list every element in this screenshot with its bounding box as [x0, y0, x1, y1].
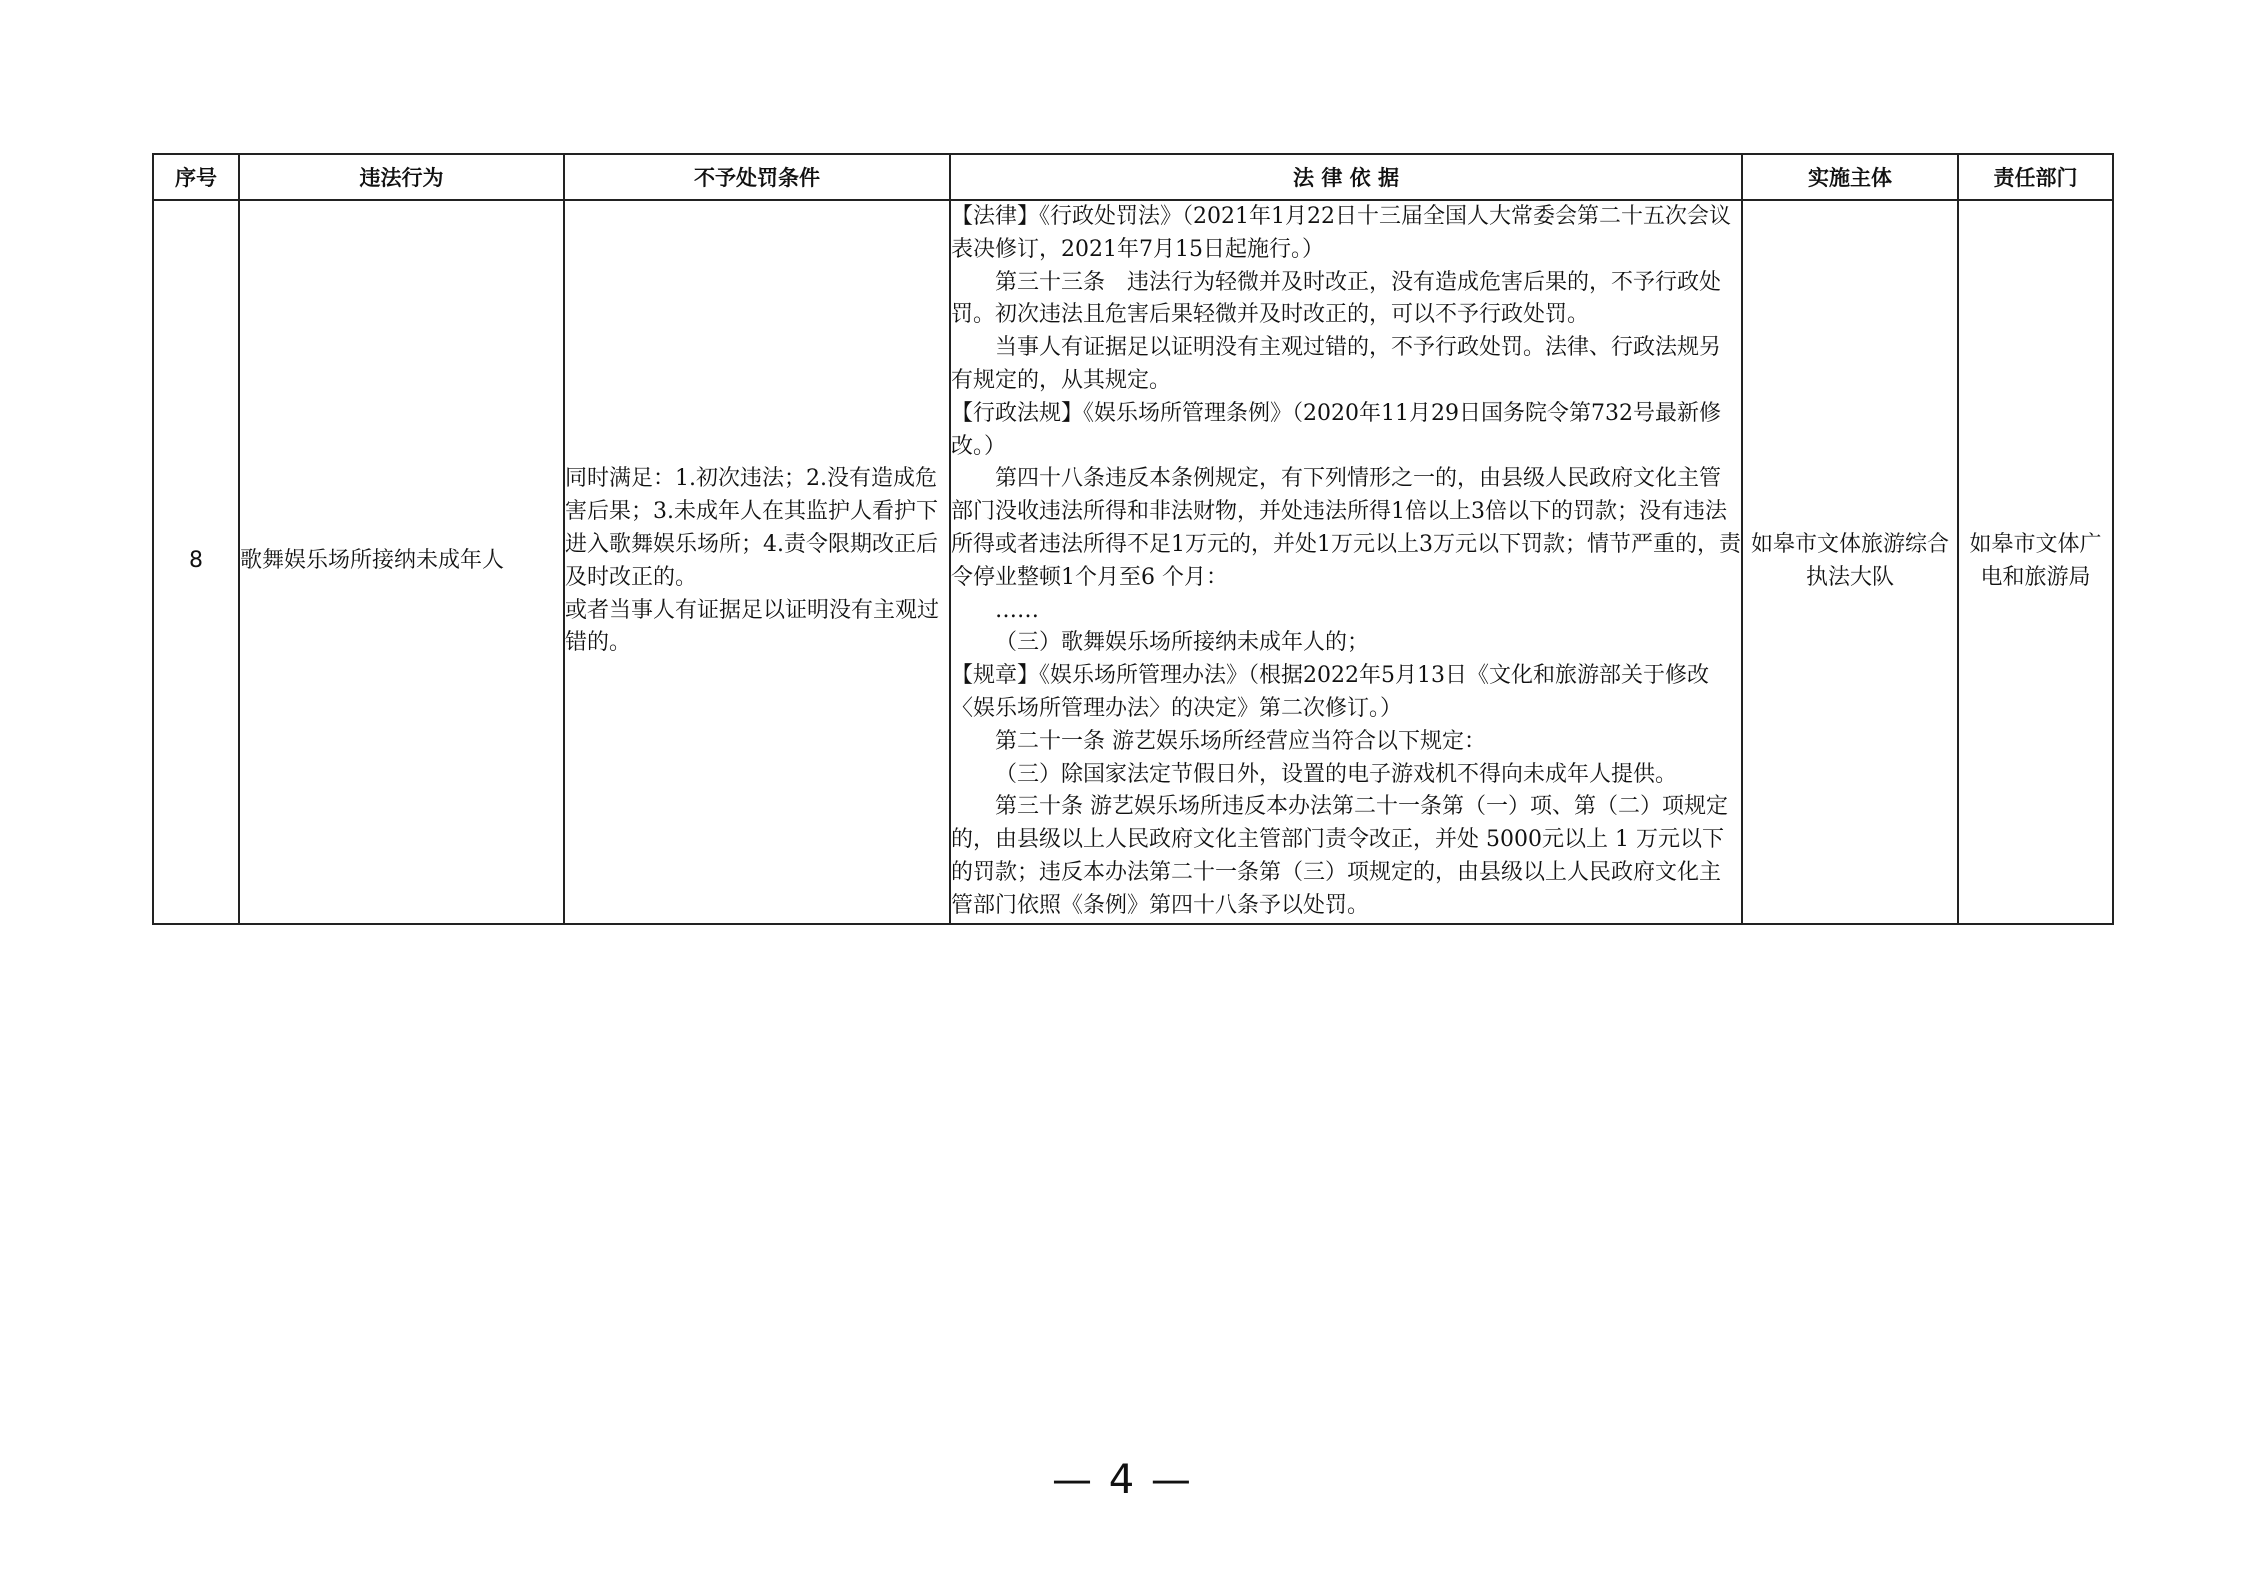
- page-number: — 4 —: [1052, 1457, 1193, 1503]
- header-violation: 违法行为: [239, 154, 564, 200]
- legal-basis-paragraph: 第二十一条 游艺娱乐场所经营应当符合以下规定：: [995, 728, 1486, 754]
- header-department: 责任部门: [1958, 154, 2113, 200]
- legal-basis-paragraph: 当事人有证据足以证明没有主观过错的，不予行政处罚。法律、行政法规另有规定的，从其规定。: [951, 335, 1722, 393]
- header-seq: 序号: [153, 154, 239, 200]
- legal-basis-paragraph: ……: [995, 597, 1039, 623]
- legal-basis-paragraph: （三）歌舞娱乐场所接纳未成年人的；: [995, 630, 1370, 656]
- legal-basis-paragraph: 【法律】《行政处罚法》（2021年1月22日十三届全国人大常委会第二十五次会议表决修订，2021年7月15日起施行。）: [951, 204, 1731, 262]
- cell-conditions: [564, 200, 950, 924]
- legal-basis-paragraph: 【行政法规】《娱乐场所管理条例》（2020年11月29日国务院令第732号最新修改。）: [951, 400, 1721, 459]
- header-legal-basis: 法 律 依 据: [950, 154, 1742, 200]
- legal-basis-paragraph: 第三十条 游艺娱乐场所违反本办法第二十一条第（一）项、第（二）项规定的，由县级以上人民政府文化主管部门责令改正，并处 5000元以上 1 万元以下的罚款；违反本办法第二十一条第（三）项规定的，由县级以上人民政府文化主管部门依照《条例》第四十八条予以处罚。: [951, 794, 1728, 918]
- legal-basis-paragraph: 第四十八条违反本条例规定，有下列情形之一的，由县级人民政府文化主管部门没收违法所得和非法财物，并处违法所得1倍以上3倍以下的罚款；没有违法所得或者违法所得不足1万元的，并处1万元以上3万元以下罚款；情节严重的，责令停业整顿1个月至6 个月：: [951, 466, 1741, 590]
- cell-violation: 歌舞娱乐场所接纳未成年人: [239, 200, 564, 924]
- table-row: [153, 200, 2113, 924]
- legal-basis-paragraph: 第三十三条 违法行为轻微并及时改正，没有造成危害后果的，不予行政处罚。初次违法且危害后果轻微并及时改正的，可以不予行政处罚。: [951, 269, 1722, 328]
- cell-seq: 8: [153, 200, 239, 924]
- legal-basis-paragraph: 【规章】《娱乐场所管理办法》（根据2022年5月13日《文化和旅游部关于修改〈娱乐场所管理办法〉的决定》第二次修订。）: [951, 663, 1709, 721]
- condition-paragraph: 同时满足：1.初次违法；2.没有造成危害后果；3.未成年人在其监护人看护下进入歌舞娱乐场所；4.责令限期改正后及时改正的。: [565, 466, 938, 590]
- cell-department: 如皋市文体广电和旅游局: [1958, 200, 2113, 924]
- cell-legal-basis: [950, 200, 1742, 924]
- header-conditions: 不予处罚条件: [564, 154, 950, 200]
- table-header-row: [153, 154, 2113, 200]
- cell-implementer: 如皋市文体旅游综合执法大队: [1742, 200, 1958, 924]
- enforcement-table: [152, 153, 2114, 925]
- legal-basis-paragraph: （三）除国家法定节假日外，设置的电子游戏机不得向未成年人提供。: [995, 761, 1678, 787]
- header-implementer: 实施主体: [1742, 154, 1958, 200]
- condition-paragraph: 或者当事人有证据足以证明没有主观过错的。: [565, 597, 940, 656]
